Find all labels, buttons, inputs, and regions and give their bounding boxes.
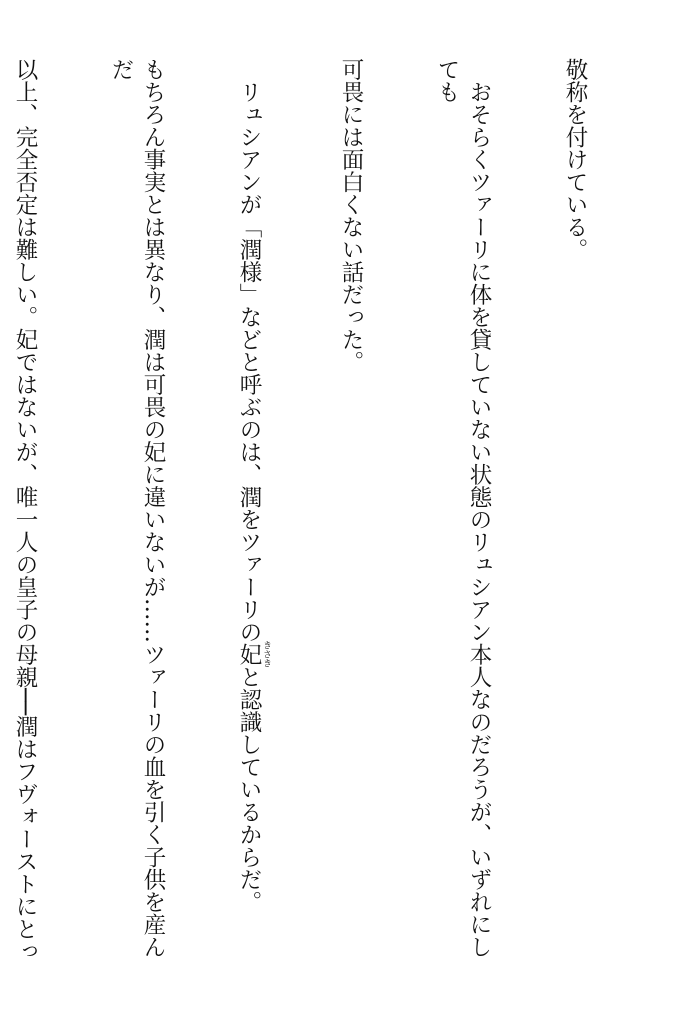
text-line <box>233 58 271 973</box>
ruby-base: 妃 <box>236 640 262 668</box>
vertical-text-body <box>12 58 655 973</box>
text-line: 可畏には面白くない話だった。 <box>338 58 364 373</box>
ruby-reading: きさき <box>261 640 271 668</box>
text-line: 以上、完全否定は難しい。妃ではないが、唯一人の皇子の母親──潤はフヴォーストにとっ <box>12 58 38 963</box>
text-line: 敬称を付けている。 <box>562 58 588 261</box>
novel-page <box>12 58 655 973</box>
text-fragment: リュシアンが「潤様」などと呼ぶのは、潤をツァーリの <box>236 58 262 643</box>
text-fragment: と認識しているからだ。 <box>236 665 262 913</box>
text-line: もちろん事実とは異なり、潤は可畏の妃に違いないが……ツァーリの血を引く子供を産んだ <box>108 58 166 958</box>
ruby-word <box>236 640 271 668</box>
text-line: おそらくツァーリに体を貸していない状態のリュシアン本人なのだろうが、いずれにしても <box>434 58 492 958</box>
